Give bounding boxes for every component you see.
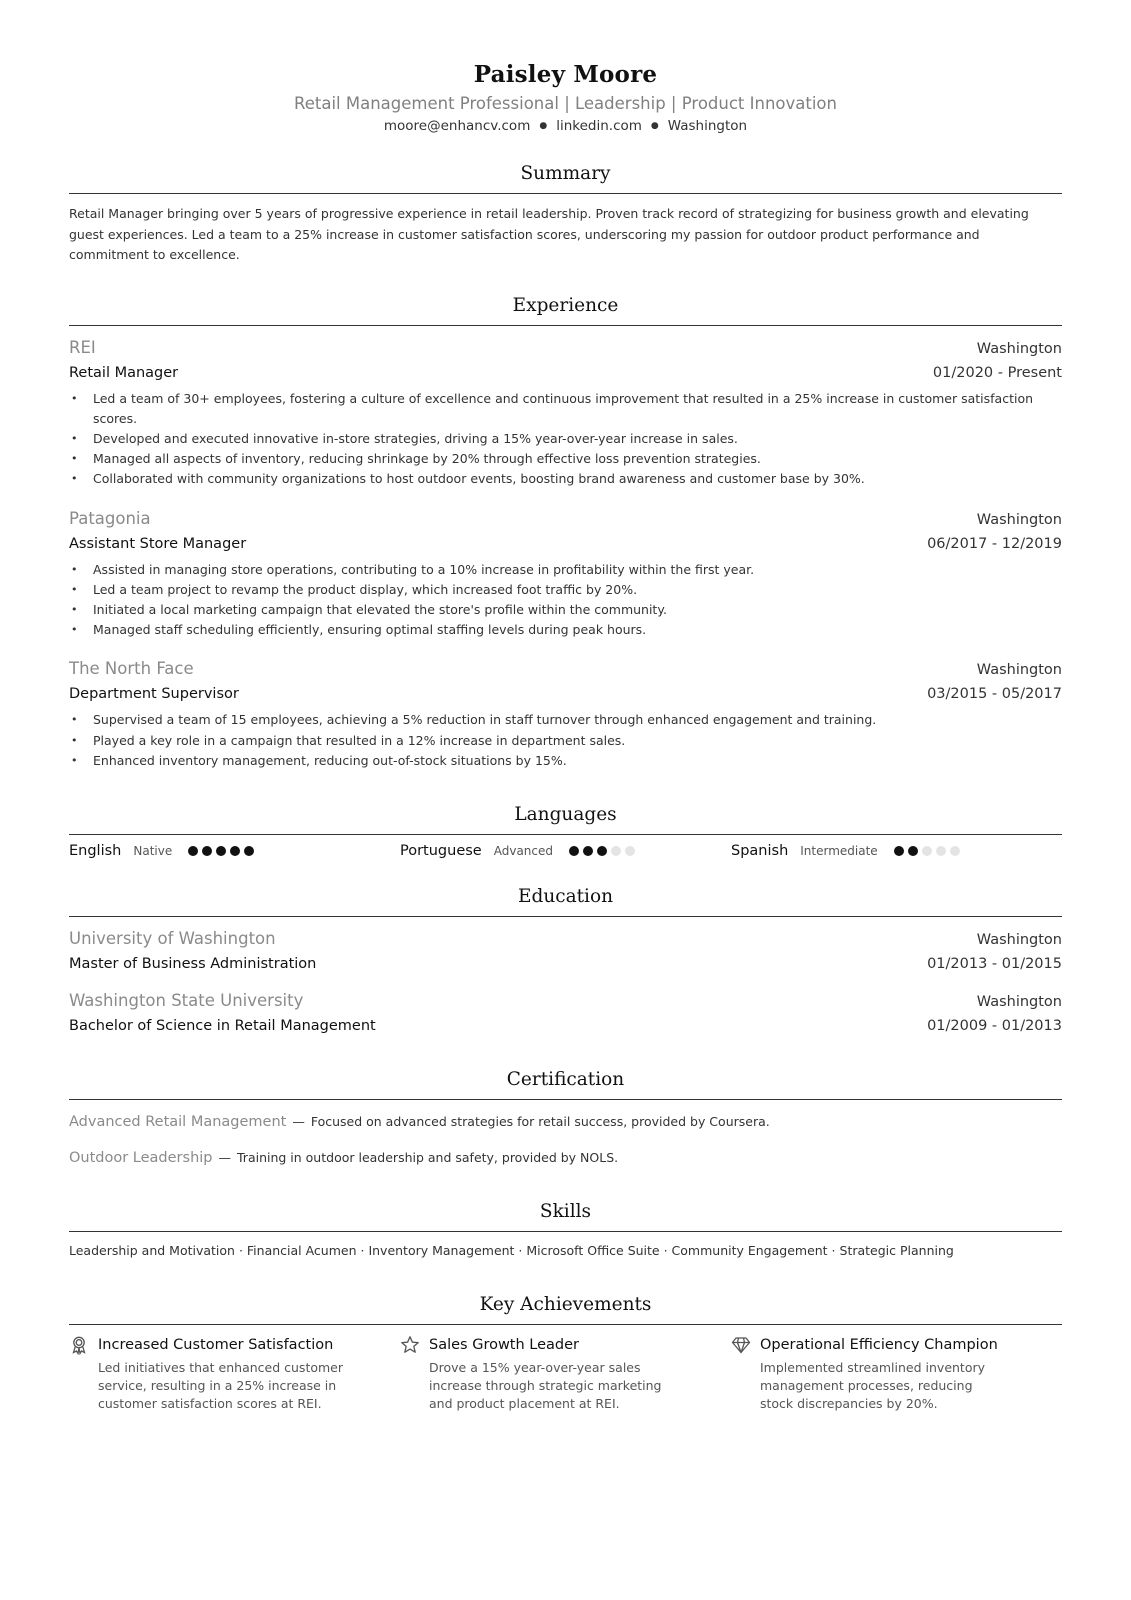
school-name: University of Washington xyxy=(69,928,276,948)
language-name: Spanish xyxy=(731,842,789,859)
list-item: • Led a team project to revamp the product display, which increased foot traffic by 20%. xyxy=(69,580,1062,600)
experience-entry xyxy=(69,657,1062,771)
education-entry xyxy=(69,927,1062,976)
separator-dot: ● xyxy=(650,121,659,131)
company-name: REI xyxy=(69,337,96,357)
certification-item xyxy=(69,1146,1062,1170)
proficiency-dot-filled xyxy=(188,846,198,856)
achievement-list xyxy=(69,710,1062,771)
proficiency-dot-filled xyxy=(202,846,212,856)
education-section xyxy=(69,885,1062,1038)
list-item: • Assisted in managing store operations, contributing to a 10% increase in profitability within the first year. xyxy=(69,560,1062,580)
candidate-name: Paisley Moore xyxy=(473,61,658,88)
location-text: Washington xyxy=(667,118,748,134)
experience-entry xyxy=(69,336,1062,490)
achievement-description: Drove a 15% year-over-year sales increase through strategic marketing and product placement at REI. xyxy=(429,1359,662,1411)
star-icon xyxy=(400,1335,420,1355)
experience-section xyxy=(69,294,1062,771)
list-item: • Enhanced inventory management, reducing out-of-stock situations by 15%. xyxy=(69,751,1062,771)
school-location: Washington xyxy=(976,931,1062,948)
achievement-title: Operational Efficiency Champion xyxy=(760,1336,998,1353)
achievement-item xyxy=(731,1334,1062,1412)
certification-section xyxy=(69,1068,1062,1170)
achievement-title: Sales Growth Leader xyxy=(429,1336,580,1353)
languages-section xyxy=(69,803,1062,859)
list-item: • Collaborated with community organizations to host outdoor events, boosting brand awareness and customer base by 30%. xyxy=(69,469,1062,489)
achievement-item xyxy=(400,1334,731,1412)
list-item: • Managed all aspects of inventory, reducing shrinkage by 20% through effective loss prevention strategies. xyxy=(69,449,1062,469)
diamond-icon xyxy=(731,1335,751,1355)
linkedin-link[interactable]: linkedin.com xyxy=(556,118,642,134)
list-item: • Initiated a local marketing campaign that elevated the store's profile within the community. xyxy=(69,600,1062,620)
certification-description: Training in outdoor leadership and safety, provided by NOLS. xyxy=(237,1149,619,1165)
proficiency-dot-empty xyxy=(625,846,635,856)
section-title: Experience xyxy=(69,294,1062,326)
contact-line xyxy=(69,116,1062,136)
proficiency-dot-filled xyxy=(597,846,607,856)
section-title: Certification xyxy=(69,1068,1062,1100)
education-dates: 01/2013 - 01/2015 xyxy=(927,955,1062,972)
separator-dot: ● xyxy=(539,121,548,131)
summary-section xyxy=(69,162,1062,266)
achievement-description: Led initiatives that enhanced customer service, resulting in a 25% increase in customer satisfaction scores at REI. xyxy=(98,1359,344,1411)
section-title: Education xyxy=(69,885,1062,917)
proficiency-dot-filled xyxy=(894,846,904,856)
resume-header xyxy=(69,0,1062,136)
language-item xyxy=(731,843,1062,859)
education-dates: 01/2009 - 01/2013 xyxy=(927,1017,1062,1034)
education-entry xyxy=(69,989,1062,1038)
skills-section xyxy=(69,1200,1062,1261)
language-item xyxy=(69,843,400,859)
job-dates: 03/2015 - 05/2017 xyxy=(927,686,1062,703)
experience-entry xyxy=(69,507,1062,641)
certification-name: Outdoor Leadership xyxy=(69,1149,213,1166)
company-name: The North Face xyxy=(69,659,194,679)
certification-item xyxy=(69,1110,1062,1134)
job-title: Retail Manager xyxy=(69,364,179,381)
proficiency-dot-filled xyxy=(244,846,254,856)
list-item: • Managed staff scheduling efficiently, ensuring optimal staffing levels during peak hours. xyxy=(69,620,1062,640)
list-item: • Played a key role in a campaign that resulted in a 12% increase in department sales. xyxy=(69,731,1062,751)
skills-list: Leadership and Motivation · Financial Acumen · Inventory Management · Microsoft Office Suite · Community Engagement · Strategic Planning xyxy=(69,1242,954,1258)
achievement-item xyxy=(69,1334,400,1412)
languages-list xyxy=(69,843,1062,859)
job-location: Washington xyxy=(976,340,1062,357)
language-level: Native xyxy=(133,843,173,858)
dash-separator: — xyxy=(292,1113,305,1129)
language-name: English xyxy=(69,842,122,859)
list-item: • Developed and executed innovative in-store strategies, driving a 15% year-over-year increase in sales. xyxy=(69,429,1062,449)
certification-name: Advanced Retail Management xyxy=(69,1113,287,1130)
proficiency-dots xyxy=(894,846,960,856)
proficiency-dots xyxy=(188,846,254,856)
proficiency-dot-filled xyxy=(569,846,579,856)
achievement-description: Implemented streamlined inventory management processes, reducing stock discrepancies by 20%. xyxy=(760,1359,986,1411)
proficiency-dot-filled xyxy=(216,846,226,856)
summary-text: Retail Manager bringing over 5 years of progressive experience in retail leadership. Proven track record of strategizing for business growth and elevating guest experiences. Led a team to a 25% increase in customer satisfaction scores, underscoring my passion for outdoor product performance and commitment to excellence. xyxy=(69,206,1029,262)
language-level: Intermediate xyxy=(800,843,878,858)
proficiency-dot-empty xyxy=(936,846,946,856)
proficiency-dot-filled xyxy=(230,846,240,856)
achievement-list xyxy=(69,389,1062,490)
email-link[interactable]: moore@enhancv.com xyxy=(383,118,531,134)
achievement-title: Increased Customer Satisfaction xyxy=(98,1336,334,1353)
section-title: Summary xyxy=(69,162,1062,194)
job-dates: 01/2020 - Present xyxy=(932,364,1062,381)
degree-name: Master of Business Administration xyxy=(69,955,317,972)
job-title: Assistant Store Manager xyxy=(69,535,247,552)
language-item xyxy=(400,843,731,859)
language-level: Advanced xyxy=(493,843,554,858)
list-item: • Supervised a team of 15 employees, achieving a 5% reduction in staff turnover through enhanced engagement and training. xyxy=(69,710,1062,730)
certification-description: Focused on advanced strategies for retail success, provided by Coursera. xyxy=(310,1113,770,1129)
section-title: Skills xyxy=(69,1200,1062,1232)
achievements-list xyxy=(69,1334,1062,1412)
job-location: Washington xyxy=(976,511,1062,528)
candidate-tagline: Retail Management Professional | Leadership | Product Innovation xyxy=(293,94,837,113)
proficiency-dot-filled xyxy=(583,846,593,856)
job-location: Washington xyxy=(976,662,1062,679)
proficiency-dot-empty xyxy=(922,846,932,856)
section-title: Languages xyxy=(69,803,1062,835)
section-title: Key Achievements xyxy=(69,1293,1062,1325)
job-title: Department Supervisor xyxy=(69,686,239,703)
proficiency-dot-empty xyxy=(611,846,621,856)
job-dates: 06/2017 - 12/2019 xyxy=(927,535,1062,552)
language-name: Portuguese xyxy=(400,842,482,859)
company-name: Patagonia xyxy=(69,508,151,528)
achievement-list xyxy=(69,560,1062,641)
dash-separator: — xyxy=(218,1149,231,1165)
proficiency-dots xyxy=(569,846,635,856)
school-location: Washington xyxy=(976,993,1062,1010)
proficiency-dot-empty xyxy=(950,846,960,856)
award-icon xyxy=(69,1335,89,1355)
degree-name: Bachelor of Science in Retail Management xyxy=(69,1017,376,1034)
achievements-section xyxy=(69,1293,1062,1412)
school-name: Washington State University xyxy=(69,990,304,1010)
proficiency-dot-filled xyxy=(908,846,918,856)
list-item: • Led a team of 30+ employees, fostering a culture of excellence and continuous improvement that resulted in a 25% increase in customer satisfaction scores. xyxy=(69,389,1062,429)
